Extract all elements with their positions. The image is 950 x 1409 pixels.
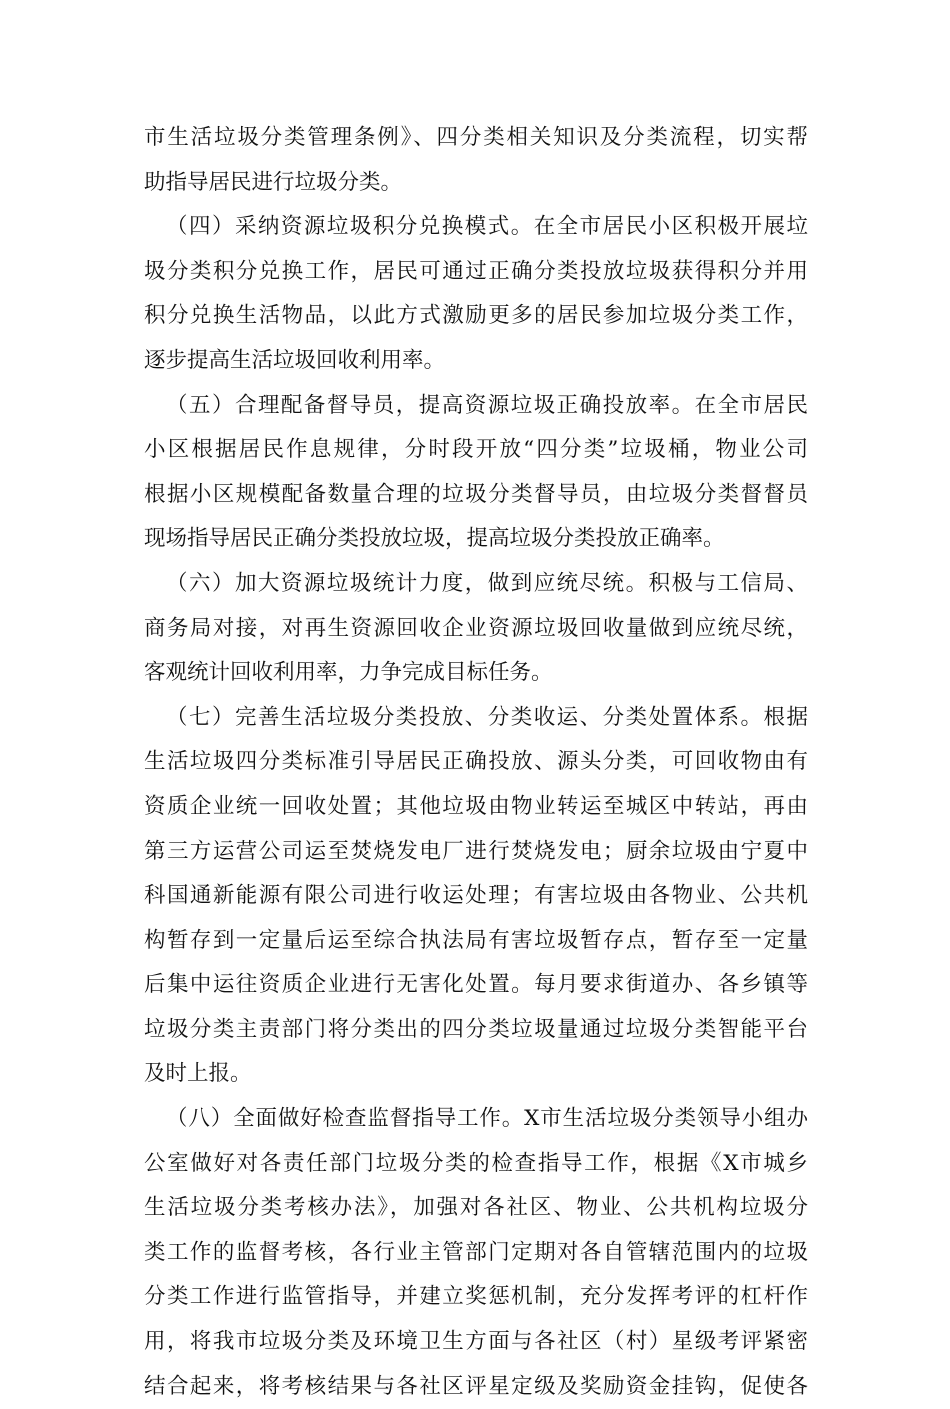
text-line: 后集中运往资质企业进行无害化处置。每月要求街道办、各乡镇等 xyxy=(144,972,808,998)
text-line: 分类工作进行监管指导，并建立奖惩机制，充分发挥考评的杠杆作 xyxy=(144,1284,808,1310)
document-page xyxy=(144,116,808,1409)
text-line: 圾分类积分兑换工作，居民可通过正确分类投放垃圾获得积分并用 xyxy=(144,258,808,284)
text-line: 助指导居民进行垃圾分类。 xyxy=(144,169,403,195)
text-line: 第三方运营公司运至焚烧发电厂进行焚烧发电；厨余垃圾由宁夏中 xyxy=(144,838,808,864)
text-line: 现场指导居民正确分类投放垃圾，提高垃圾分类投放正确率。 xyxy=(144,526,725,552)
document-body xyxy=(144,116,808,1409)
text-line: 小区根据居民作息规律，分时段开放“四分类”垃圾桶，物业公司 xyxy=(144,437,808,463)
text-line: （六）加大资源垃圾统计力度，做到应统尽统。积极与工信局、 xyxy=(166,570,808,596)
text-line: 客观统计回收利用率，力争完成目标任务。 xyxy=(144,660,553,686)
text-line: （四）采纳资源垃圾积分兑换模式。在全市居民小区积极开展垃 xyxy=(166,214,808,240)
text-line: 用，将我市垃圾分类及环境卫生方面与各社区（村）星级考评紧密 xyxy=(144,1329,808,1355)
text-line: 生活垃圾四分类标准引导居民正确投放、源头分类，可回收物由有 xyxy=(144,749,808,775)
text-line: 科国通新能源有限公司进行收运处理；有害垃圾由各物业、公共机 xyxy=(144,883,808,909)
text-line: （五）合理配备督导员，提高资源垃圾正确投放率。在全市居民 xyxy=(166,392,808,418)
text-line: 商务局对接，对再生资源回收企业资源垃圾回收量做到应统尽统， xyxy=(144,615,808,641)
text-line: 根据小区规模配备数量合理的垃圾分类督导员，由垃圾分类督督员 xyxy=(144,481,808,507)
text-line: 垃圾分类主责部门将分类出的四分类垃圾量通过垃圾分类智能平台 xyxy=(144,1016,808,1042)
text-line: （八）全面做好检查监督指导工作。X市生活垃圾分类领导小组办 xyxy=(166,1106,808,1132)
text-line: 市生活垃圾分类管理条例》、四分类相关知识及分类流程，切实帮 xyxy=(144,125,808,150)
text-line: 结合起来，将考核结果与各社区评星定级及奖励资金挂钩，促使各 xyxy=(144,1373,808,1399)
text-line: 积分兑换生活物品，以此方式激励更多的居民参加垃圾分类工作， xyxy=(144,303,808,329)
text-line: 构暂存到一定量后运至综合执法局有害垃圾暂存点，暂存至一定量 xyxy=(144,927,808,953)
text-line: 资质企业统一回收处置；其他垃圾由物业转运至城区中转站，再由 xyxy=(144,793,808,819)
text-line: 类工作的监督考核，各行业主管部门定期对各自管辖范围内的垃圾 xyxy=(144,1239,808,1265)
text-line: 及时上报。 xyxy=(144,1061,252,1087)
text-line: 逐步提高生活垃圾回收利用率。 xyxy=(144,347,446,373)
text-line: 生活垃圾分类考核办法》，加强对各社区、物业、公共机构垃圾分 xyxy=(144,1195,808,1221)
text-line: （七）完善生活垃圾分类投放、分类收运、分类处置体系。根据 xyxy=(166,704,808,730)
text-line: 公室做好对各责任部门垃圾分类的检查指导工作，根据《X市城乡 xyxy=(144,1150,808,1176)
